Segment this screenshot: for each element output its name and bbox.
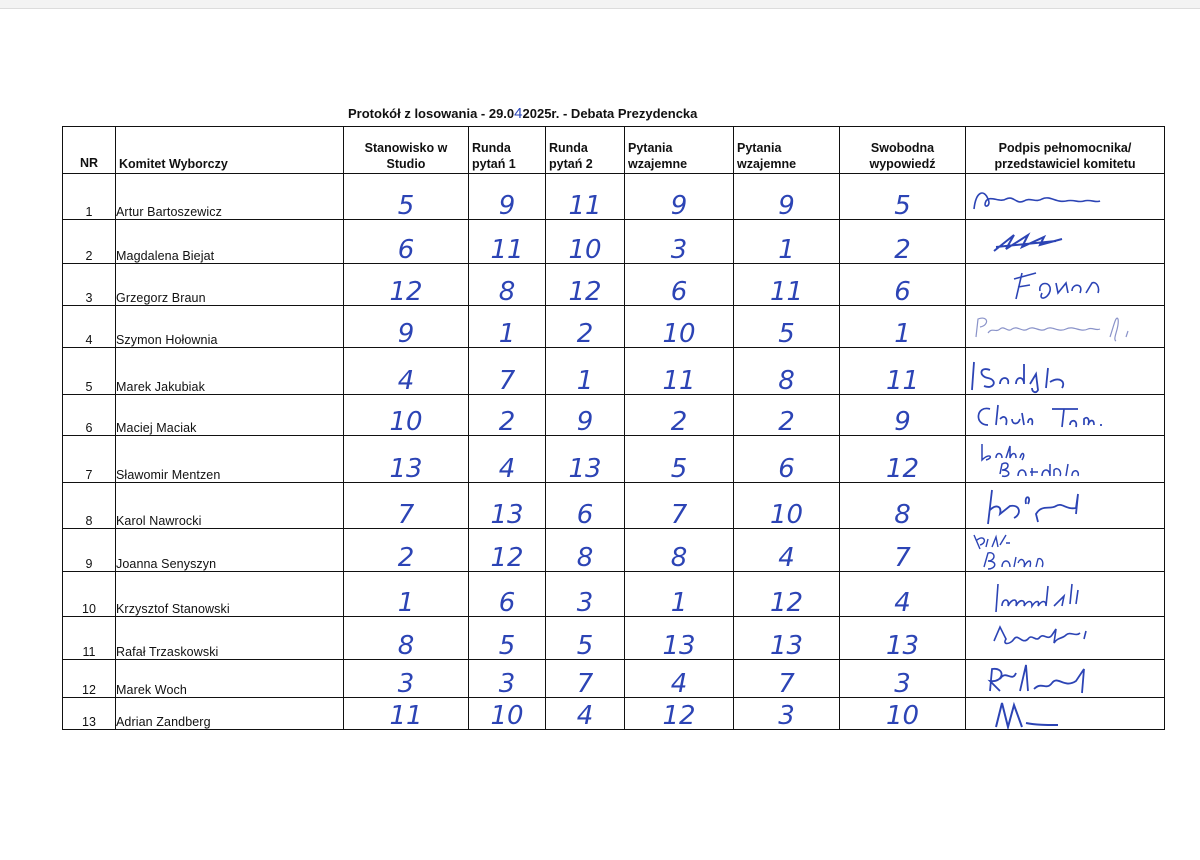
free-statement-value: 11: [840, 348, 966, 395]
row-number: 4: [63, 306, 116, 348]
studio-position-value: 6: [344, 220, 469, 264]
handwritten-signature: [966, 179, 1156, 219]
studio-position-value: 7: [344, 483, 469, 529]
header-round2: [546, 127, 625, 174]
header-mutual1-line1: Pytania: [628, 141, 673, 155]
round2-value: 5: [546, 617, 625, 660]
row-number: 11: [63, 617, 116, 660]
header-signature: [966, 127, 1165, 174]
mutual1-value: 4: [625, 660, 734, 698]
round2-value: 3: [546, 572, 625, 617]
mutual2-value: 2: [734, 395, 840, 436]
studio-position-value: 4: [344, 348, 469, 395]
header-round1-line2: pytań 1: [472, 157, 516, 171]
round1-value: 5: [469, 617, 546, 660]
handwritten-signature: [966, 576, 1156, 616]
header-mutual1: [625, 127, 734, 174]
title-prefix: Protokół z losowania - 29.0: [348, 106, 515, 121]
signature-cell: [966, 220, 1165, 264]
header-free-statement: [840, 127, 966, 174]
handwritten-signature: [966, 354, 1156, 394]
studio-position-value: 9: [344, 306, 469, 348]
free-statement-value: 4: [840, 572, 966, 617]
mutual1-value: 7: [625, 483, 734, 529]
studio-position-value: 8: [344, 617, 469, 660]
table-row: [63, 220, 1165, 264]
mutual2-value: 7: [734, 660, 840, 698]
studio-position-value: 10: [344, 395, 469, 436]
round2-value: 7: [546, 660, 625, 698]
handwritten-signature: [966, 661, 1156, 697]
table-row: [63, 698, 1165, 730]
mutual2-value: 6: [734, 436, 840, 483]
title-suffix: 2025r. - Debata Prezydencka: [522, 106, 698, 121]
row-number: 1: [63, 174, 116, 220]
header-nr: NR: [63, 127, 116, 174]
mutual2-value: 12: [734, 572, 840, 617]
committee-name: Krzysztof Stanowski: [116, 572, 344, 617]
round1-value: 8: [469, 264, 546, 306]
signature-cell: [966, 264, 1165, 306]
round1-value: 9: [469, 174, 546, 220]
mutual1-value: 13: [625, 617, 734, 660]
table-row: [63, 436, 1165, 483]
mutual2-value: 4: [734, 529, 840, 572]
table-row: [63, 174, 1165, 220]
free-statement-value: 13: [840, 617, 966, 660]
handwritten-signature: [966, 307, 1156, 347]
committee-name: Marek Woch: [116, 660, 344, 698]
header-studio-line1: Stanowisko w: [364, 141, 448, 155]
table-row: [63, 264, 1165, 306]
signature-cell: [966, 483, 1165, 529]
table-row: [63, 617, 1165, 660]
mutual1-value: 11: [625, 348, 734, 395]
header-round2-line1: Runda: [549, 141, 588, 155]
studio-position-value: 3: [344, 660, 469, 698]
handwritten-signature: [966, 223, 1156, 263]
signature-cell: [966, 306, 1165, 348]
row-number: 13: [63, 698, 116, 730]
mutual2-value: 8: [734, 348, 840, 395]
draw-results-table: [62, 126, 1165, 730]
round2-value: 1: [546, 348, 625, 395]
mutual1-value: 12: [625, 698, 734, 730]
round2-value: 9: [546, 395, 625, 436]
round2-value: 2: [546, 306, 625, 348]
committee-name: Karol Nawrocki: [116, 483, 344, 529]
header-mutual2-line1: Pytania: [737, 141, 782, 155]
signature-cell: [966, 174, 1165, 220]
studio-position-value: 5: [344, 174, 469, 220]
row-number: 8: [63, 483, 116, 529]
header-signature-line1: Podpis pełnomocnika/: [998, 141, 1132, 155]
signature-cell: [966, 436, 1165, 483]
mutual1-value: 1: [625, 572, 734, 617]
handwritten-signature: [966, 438, 1156, 482]
row-number: 6: [63, 395, 116, 436]
handwritten-signature: [966, 265, 1156, 305]
free-statement-value: 10: [840, 698, 966, 730]
table-row: [63, 395, 1165, 436]
header-round1-line1: Runda: [472, 141, 511, 155]
row-number: 12: [63, 660, 116, 698]
round1-value: 11: [469, 220, 546, 264]
round2-value: 11: [546, 174, 625, 220]
table-row: [63, 572, 1165, 617]
free-statement-value: 8: [840, 483, 966, 529]
signature-cell: [966, 348, 1165, 395]
signature-cell: [966, 698, 1165, 730]
handwritten-signature: [966, 529, 1156, 571]
mutual1-value: 10: [625, 306, 734, 348]
free-statement-value: 7: [840, 529, 966, 572]
mutual1-value: 6: [625, 264, 734, 306]
header-free-line1: Swobodna: [870, 141, 935, 155]
committee-name: Marek Jakubiak: [116, 348, 344, 395]
title-handwritten-correction: 4: [514, 105, 523, 122]
free-statement-value: 6: [840, 264, 966, 306]
free-statement-value: 2: [840, 220, 966, 264]
studio-position-value: 12: [344, 264, 469, 306]
table-row: [63, 306, 1165, 348]
header-round2-line2: pytań 2: [549, 157, 593, 171]
row-number: 7: [63, 436, 116, 483]
round2-value: 12: [546, 264, 625, 306]
table-row: [63, 660, 1165, 698]
signature-cell: [966, 617, 1165, 660]
row-number: 2: [63, 220, 116, 264]
free-statement-value: 5: [840, 174, 966, 220]
header-studio-position: [344, 127, 469, 174]
header-mutual1-line2: wzajemne: [628, 157, 688, 171]
free-statement-value: 9: [840, 395, 966, 436]
round2-value: 6: [546, 483, 625, 529]
round1-value: 13: [469, 483, 546, 529]
signature-cell: [966, 572, 1165, 617]
committee-name: Grzegorz Braun: [116, 264, 344, 306]
handwritten-signature: [966, 484, 1156, 528]
handwritten-signature: [966, 619, 1156, 659]
round1-value: 2: [469, 395, 546, 436]
header-round1: [469, 127, 546, 174]
mutual1-value: 5: [625, 436, 734, 483]
header-studio-line2: Studio: [386, 157, 426, 171]
mutual2-value: 11: [734, 264, 840, 306]
signature-cell: [966, 395, 1165, 436]
round1-value: 10: [469, 698, 546, 730]
committee-name: Sławomir Mentzen: [116, 436, 344, 483]
committee-name: Magdalena Biejat: [116, 220, 344, 264]
committee-name: Maciej Maciak: [116, 395, 344, 436]
mutual1-value: 3: [625, 220, 734, 264]
round1-value: 4: [469, 436, 546, 483]
header-mutual2: [734, 127, 840, 174]
round2-value: 8: [546, 529, 625, 572]
row-number: 5: [63, 348, 116, 395]
table-row: [63, 348, 1165, 395]
committee-name: Artur Bartoszewicz: [116, 174, 344, 220]
signature-cell: [966, 529, 1165, 572]
round1-value: 7: [469, 348, 546, 395]
committee-name: Adrian Zandberg: [116, 698, 344, 730]
round2-value: 10: [546, 220, 625, 264]
header-mutual2-line2: wzajemne: [737, 157, 797, 171]
table-row: [63, 529, 1165, 572]
committee-name: Szymon Hołownia: [116, 306, 344, 348]
mutual2-value: 5: [734, 306, 840, 348]
mutual2-value: 9: [734, 174, 840, 220]
header-free-line2: wypowiedź: [869, 157, 936, 171]
document-title: [348, 105, 697, 122]
row-number: 9: [63, 529, 116, 572]
table-row: [63, 483, 1165, 529]
mutual2-value: 13: [734, 617, 840, 660]
round1-value: 1: [469, 306, 546, 348]
round1-value: 6: [469, 572, 546, 617]
header-committee: Komitet Wyborczy: [116, 127, 344, 174]
round2-value: 4: [546, 698, 625, 730]
row-number: 3: [63, 264, 116, 306]
mutual2-value: 1: [734, 220, 840, 264]
row-number: 10: [63, 572, 116, 617]
round1-value: 12: [469, 529, 546, 572]
committee-name: Joanna Senyszyn: [116, 529, 344, 572]
free-statement-value: 1: [840, 306, 966, 348]
studio-position-value: 2: [344, 529, 469, 572]
mutual1-value: 2: [625, 395, 734, 436]
committee-name: Rafał Trzaskowski: [116, 617, 344, 660]
handwritten-signature: [966, 699, 1156, 729]
studio-position-value: 11: [344, 698, 469, 730]
round2-value: 13: [546, 436, 625, 483]
round1-value: 3: [469, 660, 546, 698]
handwritten-signature: [966, 395, 1156, 435]
mutual2-value: 10: [734, 483, 840, 529]
header-row: [63, 127, 1165, 174]
mutual1-value: 8: [625, 529, 734, 572]
header-signature-line2: przedstawiciel komitetu: [994, 157, 1136, 171]
mutual2-value: 3: [734, 698, 840, 730]
mutual1-value: 9: [625, 174, 734, 220]
studio-position-value: 1: [344, 572, 469, 617]
free-statement-value: 12: [840, 436, 966, 483]
studio-position-value: 13: [344, 436, 469, 483]
free-statement-value: 3: [840, 660, 966, 698]
signature-cell: [966, 660, 1165, 698]
